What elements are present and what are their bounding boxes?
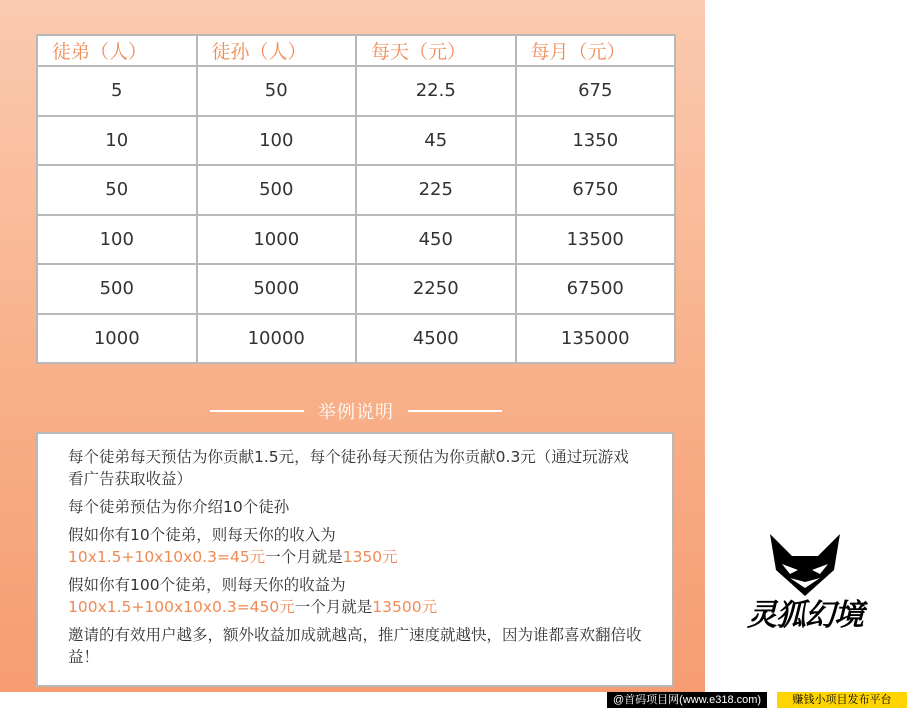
- example-month-text: 一个月就是: [265, 548, 343, 566]
- watermark-slogan: 赚钱小项目发布平台: [777, 692, 907, 708]
- table-cell: 500: [197, 165, 357, 215]
- header-apprentices: 徒弟（人）: [37, 35, 197, 66]
- table-row: [37, 66, 675, 116]
- header-grand-apprentices: 徒孙（人）: [197, 35, 357, 66]
- table-cell: 5: [37, 66, 197, 116]
- example-intro-text: 假如你有10个徒弟，则每天你的收入为: [68, 526, 336, 544]
- table-cell: 100: [37, 215, 197, 265]
- table-cell: 1000: [37, 314, 197, 364]
- income-table: [36, 34, 676, 364]
- table-row: [37, 165, 675, 215]
- section-header: [210, 396, 502, 426]
- example-calculation: 100x1.5+100x10x0.3=450元: [68, 598, 295, 616]
- divider-left: [210, 410, 304, 412]
- fox-logo: [730, 530, 880, 650]
- table-cell: 6750: [516, 165, 676, 215]
- example-paragraph-conclusion: 邀请的有效用户越多，额外收益加成就越高，推广速度就越快，因为谁都喜欢翻倍收益！: [68, 626, 642, 666]
- watermark-site: @首码项目网(www.e318.com): [607, 692, 767, 708]
- table-row: [37, 116, 675, 166]
- example-intro-text: 假如你有100个徒弟，则每天你的收益为: [68, 576, 346, 594]
- table-header-row: [37, 35, 675, 66]
- table-cell: 10: [37, 116, 197, 166]
- header-daily: 每天（元）: [356, 35, 516, 66]
- table-cell: 450: [356, 215, 516, 265]
- example-box: [36, 432, 674, 687]
- table-cell: 5000: [197, 264, 357, 314]
- table-row: [37, 264, 675, 314]
- table-cell: 22.5: [356, 66, 516, 116]
- example-month-text: 一个月就是: [294, 598, 373, 616]
- table-row: [37, 215, 675, 265]
- table-cell: 2250: [356, 264, 516, 314]
- table-cell: 50: [37, 165, 197, 215]
- table-cell: 675: [516, 66, 676, 116]
- table-cell: 50: [197, 66, 357, 116]
- table-cell: 1350: [516, 116, 676, 166]
- example-paragraph-10-apprentices: [68, 524, 642, 568]
- example-monthly-total: 1350元: [342, 548, 398, 566]
- table-cell: 135000: [516, 314, 676, 364]
- example-monthly-total: 13500元: [372, 598, 438, 616]
- divider-right: [408, 410, 502, 412]
- header-monthly: 每月（元）: [516, 35, 676, 66]
- example-paragraph-referral: 每个徒弟预估为你介绍10个徒孙: [68, 498, 290, 516]
- example-calculation: 10x1.5+10x10x0.3=45元: [68, 548, 266, 566]
- table-cell: 45: [356, 116, 516, 166]
- table-row: [37, 314, 675, 364]
- logo-text: 灵狐幻境: [747, 598, 863, 633]
- table-cell: 10000: [197, 314, 357, 364]
- example-paragraph-contribution: 每个徒弟每天预估为你贡献1.5元，每个徒孙每天预估为你贡献0.3元（通过玩游戏看广告获取收益）: [68, 448, 629, 488]
- example-paragraph-100-apprentices: [68, 574, 642, 618]
- table-cell: 67500: [516, 264, 676, 314]
- table-cell: 100: [197, 116, 357, 166]
- table-cell: 4500: [356, 314, 516, 364]
- table-cell: 500: [37, 264, 197, 314]
- table-cell: 1000: [197, 215, 357, 265]
- section-title: 举例说明: [318, 402, 394, 423]
- table-cell: 13500: [516, 215, 676, 265]
- table-cell: 225: [356, 165, 516, 215]
